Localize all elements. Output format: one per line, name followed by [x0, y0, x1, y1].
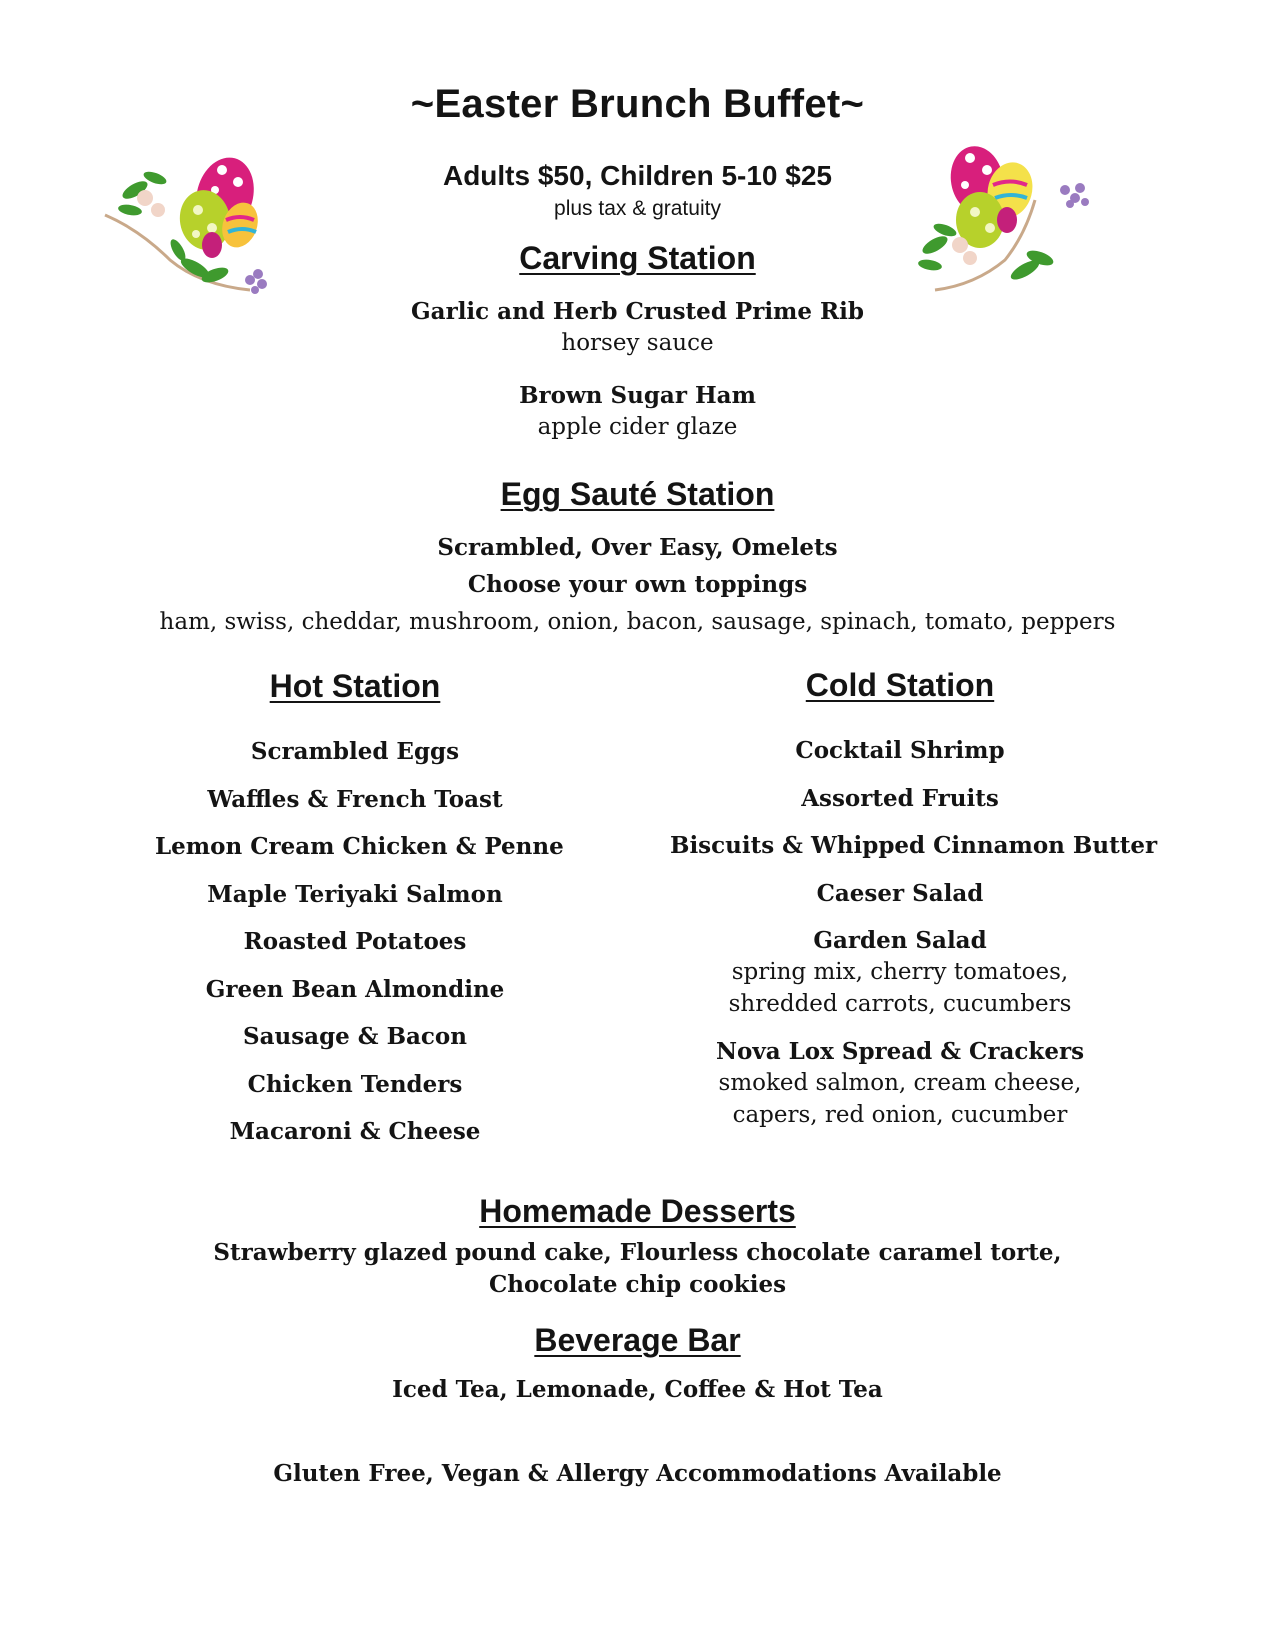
hot-item: Scrambled Eggs: [250, 738, 460, 765]
egg-saute-station-heading: Egg Sauté Station: [500, 476, 775, 512]
cold-item: Cocktail Shrimp: [795, 737, 1005, 764]
cold-item-desc: smoked salmon, cream cheese,: [718, 1070, 1082, 1096]
carving-station-heading: Carving Station: [519, 240, 756, 276]
beverage-items: Iced Tea, Lemonade, Coffee & Hot Tea: [392, 1376, 883, 1403]
allergy-note: Gluten Free, Vegan & Allergy Accommodations Available: [273, 1460, 1002, 1487]
cold-item-desc: capers, red onion, cucumber: [732, 1102, 1068, 1128]
hot-item: Macaroni & Cheese: [229, 1118, 481, 1145]
hot-item: Green Bean Almondine: [205, 976, 505, 1003]
hot-item: Chicken Tenders: [247, 1071, 463, 1098]
carving-item-name: Garlic and Herb Crusted Prime Rib: [411, 298, 864, 325]
desserts-line: Strawberry glazed pound cake, Flourless chocolate caramel torte,: [213, 1239, 1062, 1266]
page-title: ~Easter Brunch Buffet~: [410, 82, 865, 126]
beverage-bar-heading: Beverage Bar: [534, 1322, 741, 1358]
hot-item: Sausage & Bacon: [243, 1023, 467, 1050]
cold-station-heading: Cold Station: [805, 667, 995, 703]
hot-item: Maple Teriyaki Salmon: [207, 881, 503, 908]
price-note: plus tax & gratuity: [554, 197, 721, 220]
cold-item: Assorted Fruits: [801, 785, 999, 812]
carving-item-desc: horsey sauce: [561, 330, 714, 356]
desserts-line: Chocolate chip cookies: [488, 1271, 787, 1298]
hot-item: Lemon Cream Chicken & Penne: [155, 833, 564, 860]
hot-station-heading: Hot Station: [269, 668, 441, 704]
toppings-list: ham, swiss, cheddar, mushroom, onion, bacon, sausage, spinach, tomato, peppers: [159, 609, 1116, 635]
cold-item-desc: shredded carrots, cucumbers: [728, 991, 1072, 1017]
toppings-label: Choose your own toppings: [467, 571, 808, 598]
hot-item: Roasted Potatoes: [243, 928, 467, 955]
cold-item: Garden Salad: [813, 927, 987, 954]
desserts-heading: Homemade Desserts: [479, 1193, 796, 1229]
cold-item: Nova Lox Spread & Crackers: [715, 1038, 1085, 1065]
price-line: Adults $50, Children 5-10 $25: [442, 160, 833, 191]
carving-item-desc: apple cider glaze: [537, 414, 738, 440]
hot-item: Waffles & French Toast: [207, 786, 503, 813]
cold-item: Biscuits & Whipped Cinnamon Butter: [670, 832, 1158, 859]
egg-styles: Scrambled, Over Easy, Omelets: [437, 534, 838, 561]
cold-item: Caeser Salad: [816, 880, 984, 907]
cold-item-desc: spring mix, cherry tomatoes,: [731, 959, 1069, 985]
carving-item-name: Brown Sugar Ham: [519, 382, 756, 409]
